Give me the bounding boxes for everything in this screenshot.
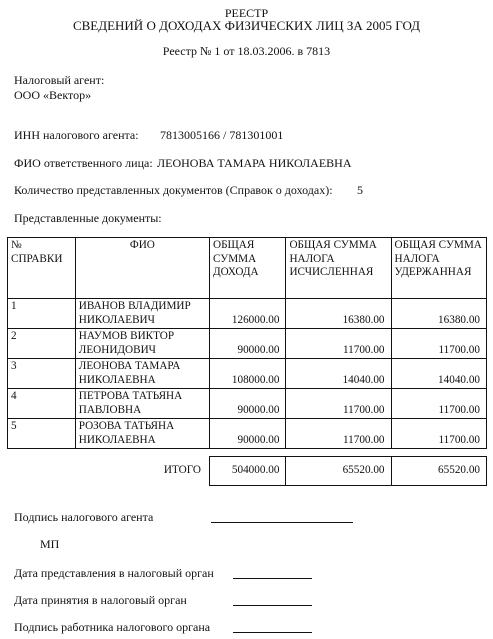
officer-signature-line [233,632,312,633]
responsible-person-value: ЛЕОНОВА ТАМАРА НИКОЛАЕВНА [157,156,352,170]
total-tax-withheld: 65520.00 [391,457,486,486]
tax-agent-label: Налоговый агент: [14,73,105,87]
column-header-tax-withheld: ОБЩАЯ СУММА НАЛОГА УДЕРЖАННАЯ [391,238,486,299]
agent-signature-label: Подпись налогового агента [14,510,154,524]
cell-number: 2 [8,329,76,359]
cell-tax-withheld: 11700.00 [391,389,486,419]
cell-tax-withheld: 16380.00 [391,299,486,329]
column-header-number: № СПРАВКИ [8,238,76,299]
document-title-line2: СВЕДЕНИЙ О ДОХОДАХ ФИЗИЧЕСКИХ ЛИЦ ЗА 2005 ГОД [72,18,421,33]
total-tax-calculated: 65520.00 [286,457,391,486]
acceptance-date-label: Дата принятия в налоговый орган [14,593,187,607]
cell-tax-calculated: 14040.00 [286,359,391,389]
total-income: 504000.00 [209,457,285,486]
column-header-fio: ФИО [75,238,209,299]
total-label: ИТОГО [163,464,201,477]
cell-number: 1 [8,299,76,329]
cell-fio: ПЕТРОВА ТАТЬЯНА ПАВЛОВНА [75,389,209,419]
table-spacer-row [8,449,487,457]
column-header-tax-calculated: ОБЩАЯ СУММА НАЛОГА ИСЧИСЛЕННАЯ [286,238,391,299]
agent-signature-line [211,522,353,523]
table-row [8,299,487,329]
cell-tax-withheld: 11700.00 [391,329,486,359]
register-table [7,237,487,486]
documents-count-label: Количество представленных документов (Справок о доходах): [14,183,333,197]
cell-income: 126000.00 [209,299,285,329]
inn-value: 7813005166 / 781301001 [160,128,284,142]
cell-tax-calculated: 11700.00 [286,419,391,449]
cell-tax-withheld: 14040.00 [391,359,486,389]
responsible-person-label: ФИО ответственного лица: [14,156,153,170]
submission-date-line [233,578,312,579]
cell-income: 90000.00 [209,389,285,419]
cell-tax-calculated: 16380.00 [286,299,391,329]
officer-signature-label: Подпись работника налогового органа [14,620,211,634]
table-row [8,359,487,389]
submission-date-label: Дата представления в налоговый орган [14,566,214,580]
register-number-line: Реестр № 1 от 18.03.2006. в 7813 [162,44,331,58]
cell-number: 3 [8,359,76,389]
inn-label: ИНН налогового агента: [14,128,139,142]
table-total-row [8,457,487,486]
cell-income: 90000.00 [209,329,285,359]
cell-income: 108000.00 [209,359,285,389]
cell-income: 90000.00 [209,419,285,449]
spacer-cell [8,449,487,457]
tax-agent-name: ООО «Вектор» [14,88,92,102]
cell-fio: НАУМОВ ВИКТОР ЛЕОНИДОВИЧ [75,329,209,359]
column-header-income: ОБЩАЯ СУММА ДОХОДА [209,238,285,299]
cell-fio: ИВАНОВ ВЛАДИМИР НИКОЛАЕВИЧ [75,299,209,329]
submitted-documents-label: Представленные документы: [14,211,162,225]
cell-fio: ЛЕОНОВА ТАМАРА НИКОЛАЕВНА [75,359,209,389]
total-empty-cell [8,457,76,486]
cell-fio: РОЗОВА ТАТЬЯНА НИКОЛАЕВНА [75,419,209,449]
document-title-line1: РЕЕСТР [224,6,269,20]
cell-tax-calculated: 11700.00 [286,329,391,359]
documents-count-value: 5 [357,183,363,197]
cell-tax-calculated: 11700.00 [286,389,391,419]
cell-number: 5 [8,419,76,449]
cell-tax-withheld: 11700.00 [391,419,486,449]
acceptance-date-line [233,605,312,606]
table-row [8,389,487,419]
table-header-row [8,238,487,299]
stamp-label: МП [40,537,60,551]
cell-number: 4 [8,389,76,419]
table-row [8,419,487,449]
table-row [8,329,487,359]
